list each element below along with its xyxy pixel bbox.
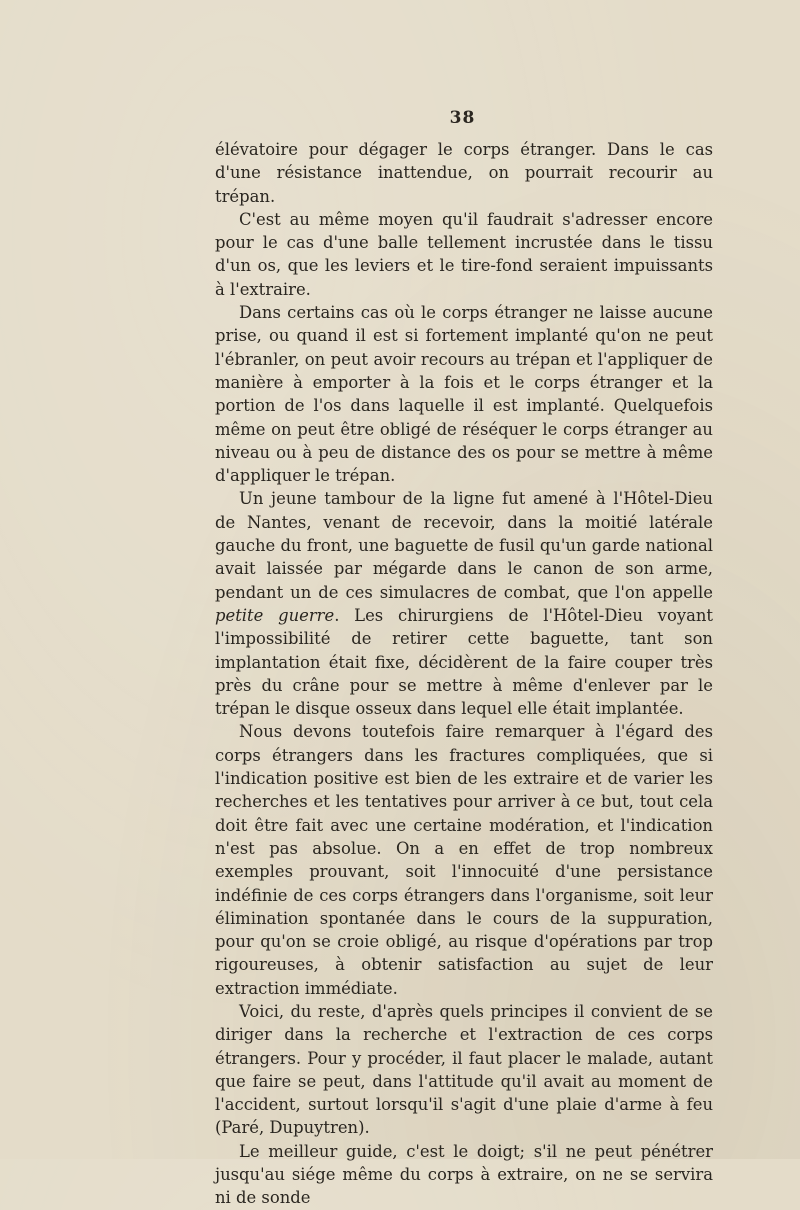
italic-term: petite guerre [215, 605, 335, 625]
body-text [215, 138, 713, 1210]
paragraph-case-report [215, 487, 713, 720]
page-number: 38 [449, 108, 476, 128]
paragraph-continued: élévatoire pour dégager le corps étranger. Dans le cas d'une résistance inattendue, on pourrait recourir au trépan. [215, 140, 713, 206]
paragraph-text: Un jeune tambour de la ligne fut amené à l'Hôtel-Dieu de Nantes, venant de recevoir, dans la moitié latérale gauche du front, une baguette de fusil qu'un garde national avait laissée par mégarde dans le canon de son arme, pendant un de ces simulacres de combat, que l'on appelle [215, 489, 713, 602]
paragraph: Voici, du reste, d'après quels principes il convient de se diriger dans la recherche et l'extraction de ces corps étrangers. Pour y procéder, il faut placer le malade, autant que faire se peut, dans l'attitude qu'il avait au moment de l'accident, surtout lorsqu'il s'agit d'une plaie d'arme à feu (Paré, Dupuytren). [215, 1001, 713, 1138]
paragraph: Nous devons toutefois faire remarquer à l'égard des corps étrangers dans les fractures compliquées, que si l'indication positive est bien de les extraire et de varier les recherches et les tentatives pour arriver à ce but, tout cela doit être fait avec une certaine modération, et l'indication n'est pas absolue. On a en effet de trop nombreux exemples prouvant, soit l'innocuité d'une persistance indéfinie de ces corps étrangers dans l'organisme, soit leur élimination spontanée dans le cours de la suppuration, pour qu'on se croie obligé, au risque d'opérations par trop rigoureuses, à obtenir satisfaction au sujet de leur extraction immédiate. [215, 722, 713, 998]
paragraph: C'est au même moyen qu'il faudrait s'adresser encore pour le cas d'une balle tellement incrustée dans le tissu d'un os, que les leviers et le tire-fond seraient impuissants à l'extraire. [215, 209, 713, 299]
paragraph: Le meilleur guide, c'est le doigt; s'il ne peut pénétrer jusqu'au siége même du corps à extraire, on ne se servira ni de sonde [215, 1141, 713, 1208]
paragraph: Dans certains cas où le corps étranger ne laisse aucune prise, ou quand il est si fortement implanté qu'on ne peut l'ébranler, on peut avoir recours au trépan et l'appliquer de manière à emporter à la fois et le corps étranger et la portion de l'os dans laquelle il est implanté. Quelquefois même on peut être obligé de réséquer le corps étranger au niveau ou à peu de distance des os pour se mettre à même d'appliquer le trépan. [215, 303, 713, 486]
paragraph-text: . Les chirurgiens de l'Hôtel-Dieu voyant l'impossibilité de retirer cette baguette, tant son implantation était fixe, décidèrent de la faire couper très près du crâne pour se mettre à même d'enlever par le trépan le disque osseux dans lequel elle était implantée. [215, 605, 713, 719]
